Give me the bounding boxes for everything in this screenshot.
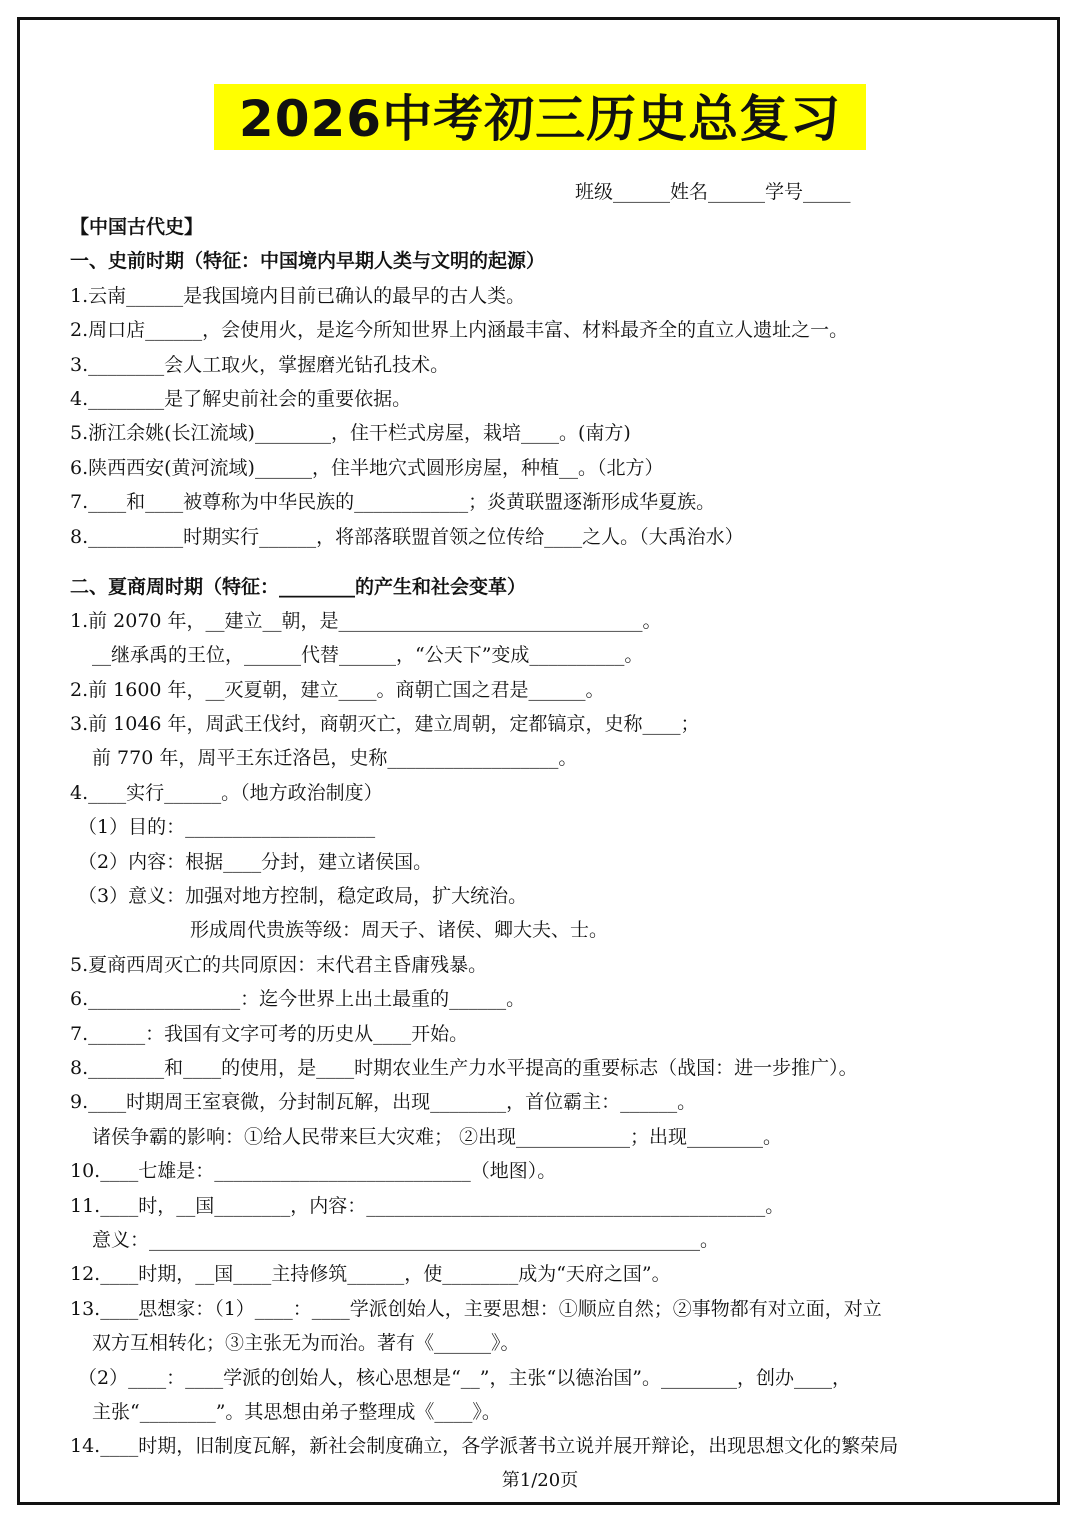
section-heading: 一、史前时期（特征：中国境内早期人类与文明的起源） — [70, 250, 546, 273]
worksheet-line: 1.前 2070 年，__建立__朝，是________________________________。 — [70, 609, 662, 632]
title-banner — [214, 84, 866, 150]
worksheet-line: 8.________和____的使用，是____时期农业生产力水平提高的重要标志（战国：进一步推广）。 — [70, 1056, 858, 1079]
worksheet-line: 诸侯争霸的影响：①给人民带来巨大灾难； ②出现____________；出现________。 — [92, 1125, 783, 1148]
page-title: 2026中考初三历史总复习 — [238, 90, 842, 148]
worksheet-line: 主张“________”。其思想由弟子整理成《____》。 — [92, 1400, 501, 1423]
worksheet-line: 前 770 年，周平王东迁洛邑，史称__________________。 — [92, 747, 578, 770]
section-heading: 【中国古代史】 — [70, 216, 204, 238]
worksheet-line: 11.____时，__国________，内容：__________________________________________。 — [70, 1194, 785, 1217]
worksheet-line: 13.____思想家：（1）____：____学派创始人，主要思想：①顺应自然；②事物都有对立面，对立 — [70, 1297, 882, 1320]
worksheet-line: 7.____和____被尊称为中华民族的____________；炎黄联盟逐渐形成华夏族。 — [70, 491, 716, 514]
worksheet-line: 5.浙江余姚(长江流域)________，住干栏式房屋，栽培____。(南方) — [70, 422, 631, 445]
worksheet-line: 6.陕西西安(黄河流域)______，住半地穴式圆形房屋，种植__。（北方） — [70, 456, 664, 479]
worksheet-line: 形成周代贵族等级：周天子、诸侯、卿大夫、士。 — [190, 919, 609, 942]
worksheet-line: 4.________是了解史前社会的重要依据。 — [70, 387, 412, 410]
worksheet-line: 意义：__________________________________________________________。 — [92, 1228, 720, 1251]
worksheet-line: 10.____七雄是：___________________________（地图）。 — [70, 1160, 557, 1183]
student-info-line: 班级______姓名______学号_____ — [575, 181, 851, 203]
worksheet-line: 2.周口店______，会使用火，是迄今所知世界上内涵最丰富、材料最齐全的直立人遗址之一。 — [70, 319, 849, 342]
worksheet-body — [70, 210, 1020, 1464]
worksheet-line: __继承禹的王位，______代替______，“公天下”变成__________。 — [92, 644, 644, 667]
worksheet-line: 3.________会人工取火，掌握磨光钻孔技术。 — [70, 353, 450, 376]
worksheet-line: （2）内容：根据____分封，建立诸侯国。 — [78, 850, 433, 873]
worksheet-line: 双方互相转化；③主张无为而治。著有《______》。 — [92, 1332, 520, 1355]
section-heading: 二、夏商周时期（特征：________的产生和社会变革） — [70, 575, 527, 598]
worksheet-line: 1.云南______是我国境内目前已确认的最早的古人类。 — [70, 284, 526, 307]
worksheet-line: （1）目的：____________________ — [78, 816, 376, 839]
worksheet-line: 6.________________：迄今世界上出土最重的______。 — [70, 988, 526, 1011]
worksheet-line: 4.____实行______。（地方政治制度） — [70, 781, 383, 804]
worksheet-line: （3）意义：加强对地方控制，稳定政局，扩大统治。 — [78, 885, 528, 908]
worksheet-line: 9.____时期周王室衰微，分封制瓦解，出现________，首位霸主：______。 — [70, 1091, 697, 1114]
worksheet-line: 8.__________时期实行______，将部落联盟首领之位传给____之人。（大禹治水） — [70, 525, 744, 548]
worksheet-line: 7.______：我国有文字可考的历史从____开始。 — [70, 1022, 469, 1045]
worksheet-line: （2）____：____学派的创始人，核心思想是“__”，主张“以德治国”。________，创办____， — [78, 1366, 851, 1389]
worksheet-line: 12.____时期，__国____主持修筑______，使________成为“天府之国”。 — [70, 1263, 671, 1286]
page-number: 第1/20页 — [501, 1470, 579, 1491]
worksheet-line: 2.前 1600 年，__灭夏朝，建立____。商朝亡国之君是______。 — [70, 678, 605, 701]
worksheet-line: 14.____时期，旧制度瓦解，新社会制度确立，各学派著书立说并展开辩论，出现思想文化的繁荣局 — [70, 1435, 899, 1458]
worksheet-line: 5.夏商西周灭亡的共同原因：末代君主昏庸残暴。 — [70, 953, 488, 976]
worksheet-line: 3.前 1046 年，周武王伐纣，商朝灭亡，建立周朝，定都镐京，史称____； — [70, 713, 700, 736]
